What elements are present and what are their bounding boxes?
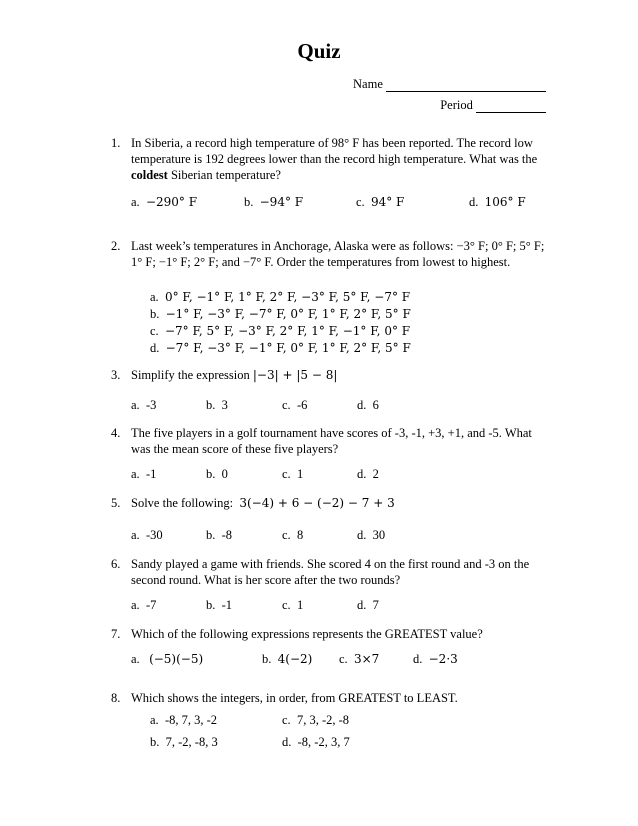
- question-text-part: Solve the following:: [131, 496, 234, 510]
- option-letter: d.: [469, 195, 479, 209]
- option-3a: [131, 397, 156, 413]
- option-8b: [150, 734, 218, 750]
- option-text: −290° F: [145, 195, 198, 209]
- option-text: −94° F: [259, 195, 304, 209]
- question-number: 1.: [111, 136, 121, 150]
- question-expression: |−3| + |5 − 8|: [252, 368, 338, 382]
- option-letter: d.: [282, 735, 292, 749]
- option-7c: [339, 651, 379, 667]
- option-text: 2: [372, 467, 379, 481]
- question-text: [131, 367, 551, 383]
- question-number: 4.: [111, 426, 121, 440]
- option-5b: [206, 527, 232, 543]
- option-letter: b.: [206, 528, 216, 542]
- option-text: -6: [296, 398, 308, 412]
- question-number: 5.: [111, 496, 121, 510]
- option-text: 4(−2): [277, 652, 313, 666]
- option-5d: [357, 527, 385, 543]
- option-text: -1: [145, 467, 157, 481]
- question-2: [111, 238, 551, 270]
- option-text: −7° F, −3° F, −1° F, 0° F, 1° F, 2° F, 5° F: [165, 341, 411, 355]
- option-text: −2·3: [428, 652, 458, 666]
- option-text: 106° F: [484, 195, 526, 209]
- question-7: [111, 626, 551, 642]
- period-blank: [476, 99, 546, 113]
- option-text: 1: [296, 467, 304, 481]
- option-6b: [206, 597, 232, 613]
- option-letter: b.: [206, 467, 216, 481]
- option-letter: d.: [413, 652, 423, 666]
- option-4b: [206, 466, 228, 482]
- option-letter: a.: [131, 398, 140, 412]
- question-6: [111, 556, 551, 588]
- page-title: Quiz: [297, 39, 341, 63]
- question-5: [111, 495, 551, 511]
- option-letter: d.: [357, 467, 367, 481]
- question-number: 8.: [111, 691, 121, 705]
- question-text: [131, 495, 551, 511]
- option-letter: c.: [282, 528, 291, 542]
- option-8a: [150, 712, 217, 728]
- option-1b: [244, 194, 303, 210]
- option-letter: a.: [131, 467, 140, 481]
- option-text: (−5)(−5): [149, 652, 204, 666]
- option-4d: [357, 466, 379, 482]
- option-letter: a.: [150, 713, 159, 727]
- option-text: 94° F: [370, 195, 405, 209]
- question-text-part: Siberian temperature?: [167, 168, 281, 182]
- question-text-bold: coldest: [131, 168, 168, 182]
- option-letter: a.: [150, 290, 159, 304]
- name-label: Name: [353, 77, 383, 91]
- name-blank: [386, 78, 546, 92]
- option-6d: [357, 597, 379, 613]
- option-text: -3: [145, 398, 157, 412]
- option-letter: d.: [357, 528, 367, 542]
- question-text-part: Simplify the expression: [131, 368, 250, 382]
- option-1c: [356, 194, 404, 210]
- option-text: −1° F, −3° F, −7° F, 0° F, 1° F, 2° F, 5° F: [165, 307, 411, 321]
- period-field: [300, 97, 546, 113]
- option-letter: d.: [150, 341, 160, 355]
- option-3b: [206, 397, 228, 413]
- option-letter: c.: [282, 398, 291, 412]
- question-text: Last week’s temperatures in Anchorage, Alaska were as follows: −3° F; 0° F; 5° F; 1° F; −1° F; 2° F; and −7° F. Order the temperatures from lowest to highest.: [131, 239, 545, 269]
- question-4: [111, 425, 551, 457]
- option-letter: b.: [262, 652, 272, 666]
- question-1: [111, 135, 551, 183]
- option-letter: c.: [282, 598, 291, 612]
- question-text: Which shows the integers, in order, from GREATEST to LEAST.: [131, 691, 458, 705]
- option-letter: a.: [131, 652, 140, 666]
- period-label: Period: [440, 98, 473, 112]
- question-number: 7.: [111, 627, 121, 641]
- option-2b: [150, 306, 411, 322]
- option-text: 6: [372, 398, 379, 412]
- option-text: 30: [372, 528, 386, 542]
- option-8d: [282, 734, 350, 750]
- option-text: 0° F, −1° F, 1° F, 2° F, −3° F, 5° F, −7° F: [164, 290, 411, 304]
- option-text: 7, 3, -2, -8: [296, 713, 350, 727]
- option-letter: b.: [150, 735, 160, 749]
- option-2c: [150, 323, 410, 339]
- option-letter: c.: [282, 467, 291, 481]
- option-5c: [282, 527, 303, 543]
- option-letter: c.: [150, 324, 159, 338]
- question-8: [111, 690, 551, 706]
- option-7b: [262, 651, 312, 667]
- option-text: -8, 7, 3, -2: [164, 713, 218, 727]
- question-text: [131, 135, 551, 183]
- option-letter: c.: [339, 652, 348, 666]
- question-number: 3.: [111, 368, 121, 382]
- option-letter: a.: [131, 195, 140, 209]
- option-letter: b.: [150, 307, 160, 321]
- option-3d: [357, 397, 379, 413]
- question-expression: 3(−4) + 6 − (−2) − 7 + 3: [239, 496, 395, 510]
- option-4a: [131, 466, 156, 482]
- question-number: 2.: [111, 239, 121, 253]
- option-6a: [131, 597, 156, 613]
- question-text: Which of the following expressions represents the GREATEST value?: [131, 627, 483, 641]
- option-letter: c.: [282, 713, 291, 727]
- option-4c: [282, 466, 303, 482]
- option-text: 3: [221, 398, 228, 412]
- option-letter: c.: [356, 195, 365, 209]
- question-text: The five players in a golf tournament have scores of -3, -1, +3, +1, and -5. What was the mean score of these five players?: [131, 426, 532, 456]
- option-letter: a.: [131, 528, 140, 542]
- option-5a: [131, 527, 163, 543]
- option-8c: [282, 712, 349, 728]
- option-2a: [150, 289, 410, 305]
- question-text: Sandy played a game with friends. She scored 4 on the first round and -3 on the second round. What is her score after the two rounds?: [131, 557, 530, 587]
- question-number: 6.: [111, 557, 121, 571]
- option-1d: [469, 194, 526, 210]
- option-text: -8, -2, 3, 7: [297, 735, 350, 749]
- option-7d: [413, 651, 458, 667]
- name-field: [300, 76, 546, 92]
- option-text: 8: [296, 528, 304, 542]
- option-letter: b.: [244, 195, 254, 209]
- option-letter: d.: [357, 398, 367, 412]
- option-letter: a.: [131, 598, 140, 612]
- option-letter: b.: [206, 598, 216, 612]
- option-letter: d.: [357, 598, 367, 612]
- option-text: 7: [372, 598, 379, 612]
- option-2d: [150, 340, 411, 356]
- option-text: -30: [145, 528, 163, 542]
- option-1a: [131, 194, 197, 210]
- option-text: -1: [221, 598, 233, 612]
- option-text: −7° F, 5° F, −3° F, 2° F, 1° F, −1° F, 0° F: [164, 324, 411, 338]
- option-7a: [131, 651, 203, 667]
- option-text: 3×7: [353, 652, 380, 666]
- option-3c: [282, 397, 307, 413]
- option-text: 1: [296, 598, 304, 612]
- option-text: -7: [145, 598, 157, 612]
- option-text: 0: [221, 467, 228, 481]
- option-text: -8: [221, 528, 233, 542]
- option-letter: b.: [206, 398, 216, 412]
- question-text-part: In Siberia, a record high temperature of 98° F has been reported. The record low temperature is 192 degrees lower than the record high temperature. What was the: [131, 136, 538, 166]
- option-6c: [282, 597, 303, 613]
- question-3: [111, 367, 551, 383]
- option-text: 7, -2, -8, 3: [165, 735, 218, 749]
